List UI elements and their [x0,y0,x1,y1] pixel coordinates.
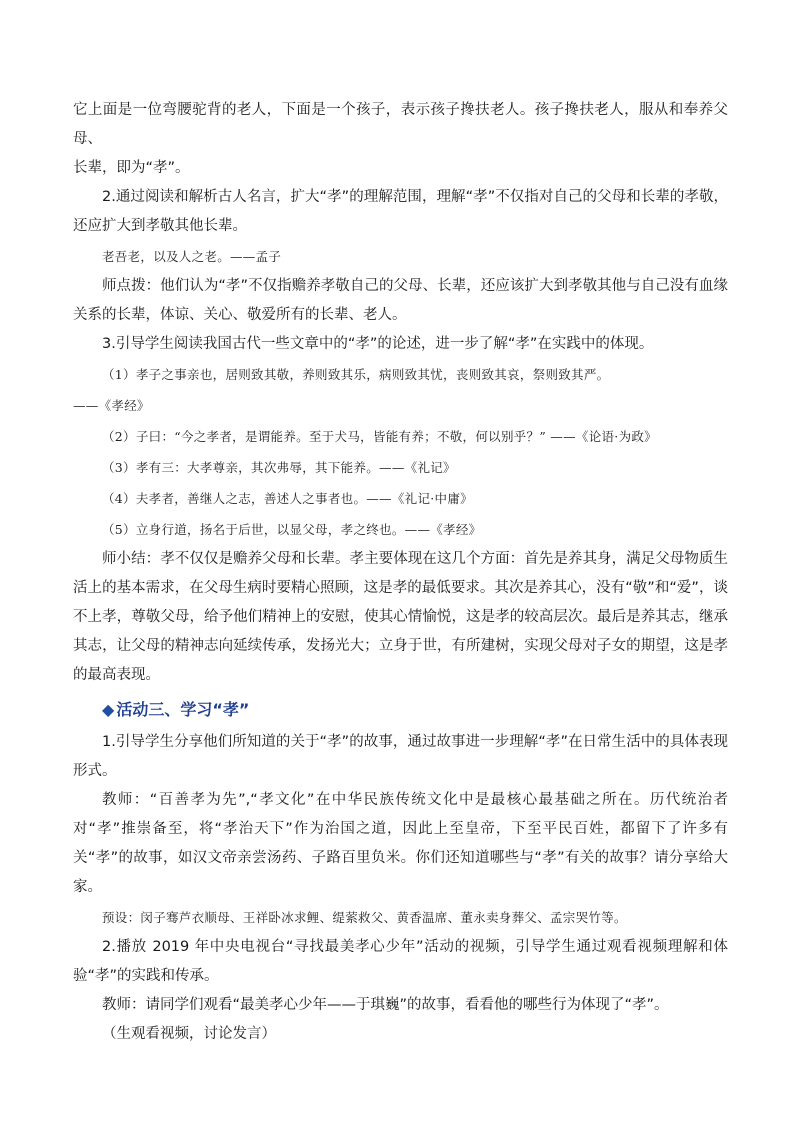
paragraph: 2.通过阅读和解析古人名言，扩大“孝”的理解范围，理解“孝”不仅指对自己的父母和长辈的孝敬，还应扩大到孝敬其他长辈。 [73,189,728,234]
quote-item-3: （3）孝有三：大孝尊亲，其次弗辱，其下能养。——《礼记》 [102,460,456,475]
paragraph: 师小结：孝不仅仅是赡养父母和长辈。孝主要体现在这几个方面：首先是养其身，满足父母物质生活上的基本需求，在父母生病时要精心照顾，这是孝的最低要求。其次是养其心，没有“敬”和“爱”，谈不上孝，尊敬父母，给予他们精神上的安慰，使其心情愉悦，这是孝的较高层次。最后是养其志，继承其志，让父母的精神志向延续传承，发扬光大；立身于世，有所建树，实现父母对子女的期望，这是孝的最高表现。 [73,551,728,683]
quote-preset: 预设：闵子骞芦衣顺母、王祥卧冰求鲤、缇萦救父、黄香温席、董永卖身葬父、孟宗哭竹等。 [102,910,627,925]
section-heading [102,692,728,728]
quote-item-5: （5）立身行道，扬名于后世，以显父母，孝之终也。——《孝经》 [102,522,482,537]
paragraph-line: 它上面是一位弯腰驼背的老人，下面是一个孩子，表示孩子搀扶老人。孩子搀扶老人，服从和奉养父母、 [73,102,728,147]
quote-item-2: （2）子曰：“今之孝者，是谓能养。至于犬马，皆能有养；不敬，何以别乎？” ——《论语·为政》 [102,429,657,444]
paragraph: 3.引导学生阅读我国古代一些文章中的“孝”的论述，进一步了解“孝”在实践中的体现。 [102,336,654,352]
paragraph: 教师：请同学们观看“最美孝心少年——于琪巍”的故事，看看他的哪些行为体现了“孝”。 [102,997,669,1013]
quote-source: ——《孝经》 [73,398,150,413]
diamond-icon: ◆ [102,700,115,719]
paragraph: 1.引导学生分享他们所知道的关于“孝”的故事，通过故事进一步理解“孝”在日常生活中的具体表现形式。 [73,734,728,779]
paragraph: 师点拨：他们认为“孝”不仅指赡养孝敬自己的父母、长辈，还应该扩大到孝敬其他与自己没有血缘关系的长辈，体谅、关心、敬爱所有的长辈、老人。 [73,278,728,323]
paragraph-line: 长辈，即为“孝”。 [73,160,190,176]
quote-item-4: （4）夫孝者，善继人之志，善述人之事者也。——《礼记·中庸》 [102,491,473,506]
paragraph: 2.播放 2019 年中央电视台“寻找最美孝心少年”活动的视频，引导学生通过观看视频理解和体验“孝”的实践和传承。 [73,939,728,984]
paragraph: 教师：“百善孝为先”,“孝文化”在中华民族传统文化中是最核心最基础之所在。历代统治者对“孝”推崇备至，将“孝治天下”作为治国之道，因此上至皇帝，下至平民百姓，都留下了许多有关“孝”的故事，如汉文帝亲尝汤药、子路百里负米。你们还知道哪些与“孝”有关的故事？请分享给大家。 [73,792,728,895]
quote-item-1: （1）孝子之事亲也，居则致其敬，养则致其乐，病则致其忧，丧则致其哀，祭则致其严。 [102,367,610,382]
document-body [73,96,728,1049]
paragraph: （生观看视频，讨论发言） [102,1026,276,1042]
section-heading-text: 活动三、学习“孝” [116,700,250,719]
quote-mengzi: 老吾老，以及人之老。——孟子 [102,249,282,264]
